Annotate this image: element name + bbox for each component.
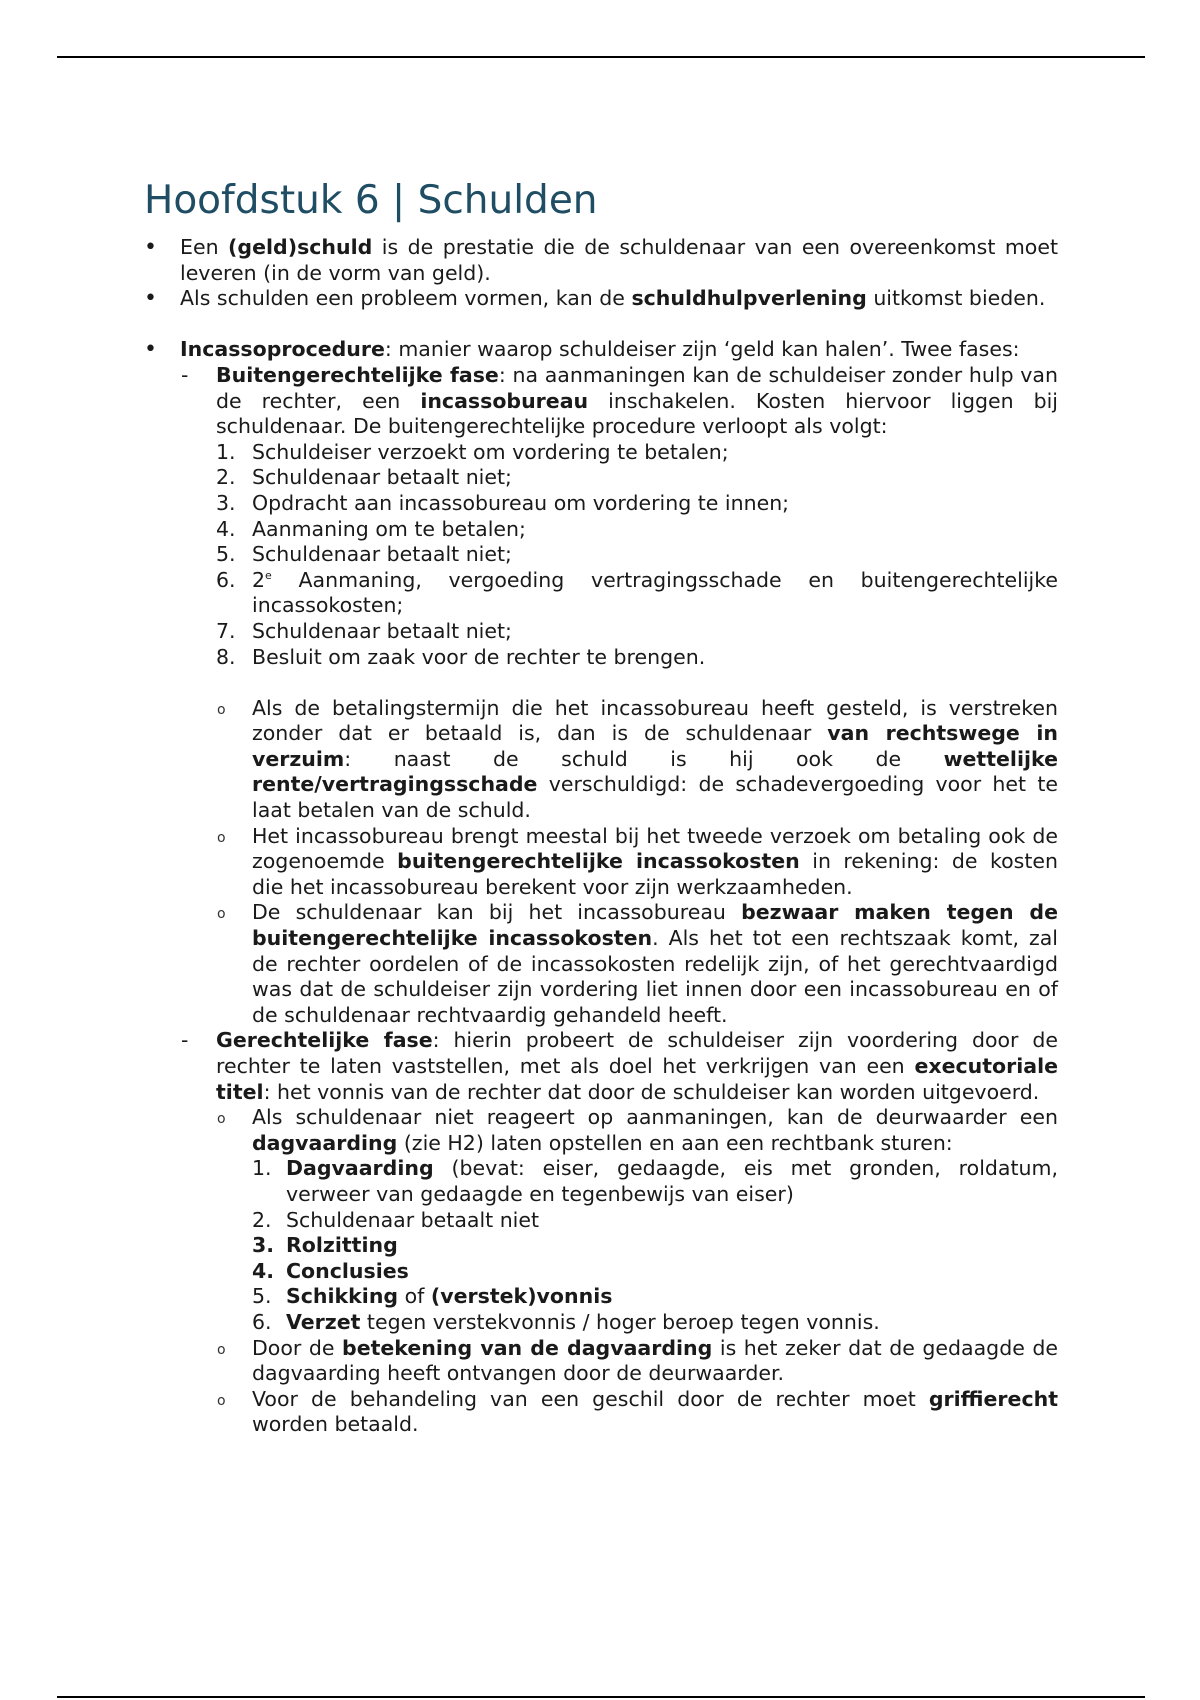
bullet-item-incasso: • Incassoprocedure: manier waarop schuldeiser zijn ‘geld kan halen’. Twee fases: [144,337,1020,363]
phase-gerechtelijk: - Gerechtelijke fase: hierin probeert de schuldeiser zijn voordering door de rechter te laten vaststellen, met als doel het verkrijgen van een executoriale titel: het vonnis van de rechter dat door de schuldeiser kan worden uitgevoerd. [181,1028,1058,1104]
header-rule [57,56,1145,58]
footer-rule [57,1696,1145,1698]
dash-icon: - [181,1028,189,1053]
step-item: 1. Schuldeiser verzoekt om vordering te betalen; [216,439,729,464]
circle-bullet-icon: o [217,1392,226,1409]
circle-bullet-icon: o [217,701,226,718]
step-item: 4. Conclusies [252,1258,409,1283]
note-item: o Als schuldenaar niet reageert op aanmaningen, kan de deurwaarder een dagvaarding (zie H2) laten opstellen en aan een rechtbank sturen: [217,1105,1058,1155]
step-item: 1. Dagvaarding (bevat: eiser, gedaagde, eis met gronden, roldatum, verweer van gedaagde en tegenbewijs van eiser) [252,1156,1058,1206]
bullet-icon: • [144,286,157,312]
note-item: o Door de betekening van de dagvaarding is het zeker dat de gedaagde de dagvaarding heeft ontvangen door de deurwaarder. [217,1335,1058,1386]
note-item: o Voor de behandeling van een geschil door de rechter moet griffierecht worden betaald. [217,1386,1058,1437]
step-item: 6. 2e Aanmaning, vergoeding vertragingsschade en buitengerechtelijke incassokosten; [216,567,1058,618]
step-item: 8. Besluit om zaak voor de rechter te brengen. [216,644,706,669]
step-item: 2. Schuldenaar betaalt niet [252,1207,540,1232]
step-item: 6. Verzet tegen verstekvonnis / hoger beroep tegen vonnis. [252,1309,880,1334]
bullet-item: • Een (geld)schuld is de prestatie die de schuldenaar van een overeenkomst moet leveren (in de vorm van geld). [144,235,1059,285]
bullet-icon: • [144,235,157,260]
circle-bullet-icon: o [217,906,226,923]
step-item: 3. Opdracht aan incassobureau om vordering te innen; [216,490,790,515]
bullet-icon: • [144,337,157,363]
step-item: 3. Rolzitting [252,1233,398,1258]
circle-bullet-icon: o [217,1341,226,1358]
page-title: Hoofdstuk 6 | Schulden [144,178,598,223]
step-item: 7. Schuldenaar betaalt niet; [216,618,512,643]
dash-icon: - [181,362,189,387]
circle-bullet-icon: o [217,829,226,846]
step-item: 5. Schuldenaar betaalt niet; [216,542,512,567]
circle-bullet-icon: o [217,1111,226,1128]
step-item: 4. Aanmaning om te betalen; [216,516,526,541]
phase-buitengerechtelijk: - Buitengerechtelijke fase: na aanmaningen kan de schuldeiser zonder hulp van de rechter, een incassobureau inschakelen. Kosten hiervoor liggen bij schuldenaar. De buitengerechtelijke procedure verloopt als volgt: [181,362,1058,439]
document-body [144,175,1058,1438]
step-item: 5. Schikking of (verstek)vonnis [252,1284,613,1309]
note-item: o Als de betalingstermijn die het incassobureau heeft gesteld, is verstreken zonder dat er betaald is, dan is de schuldenaar van rechtswege in verzuim: naast de schuld is hij ook de wettelijke rente/vertragingsschade verschuldigd: de schadevergoeding voor het te laat betalen van de schuld. [217,695,1058,823]
note-item: o De schuldenaar kan bij het incassobureau bezwaar maken tegen de buitengerechtelijke incassokosten. Als het tot een rechtszaak komt, zal de rechter oordelen of de incassokosten redelijk zijn, of het gerechtvaardigd was dat de schuldeiser zijn vordering liet innen door een incassobureau en of de schuldenaar rechtvaardig gehandeld heeft. [217,900,1058,1027]
note-item: o Het incassobureau brengt meestal bij het tweede verzoek om betaling ook de zogenoemde buitengerechtelijke incassokosten in rekening: de kosten die het incassobureau berekent voor zijn werkzaamheden. [217,823,1058,899]
step-item: 2. Schuldenaar betaalt niet; [216,465,512,490]
bullet-item: • Als schulden een probleem vormen, kan de schuldhulpverlening uitkomst bieden. [144,286,1046,312]
